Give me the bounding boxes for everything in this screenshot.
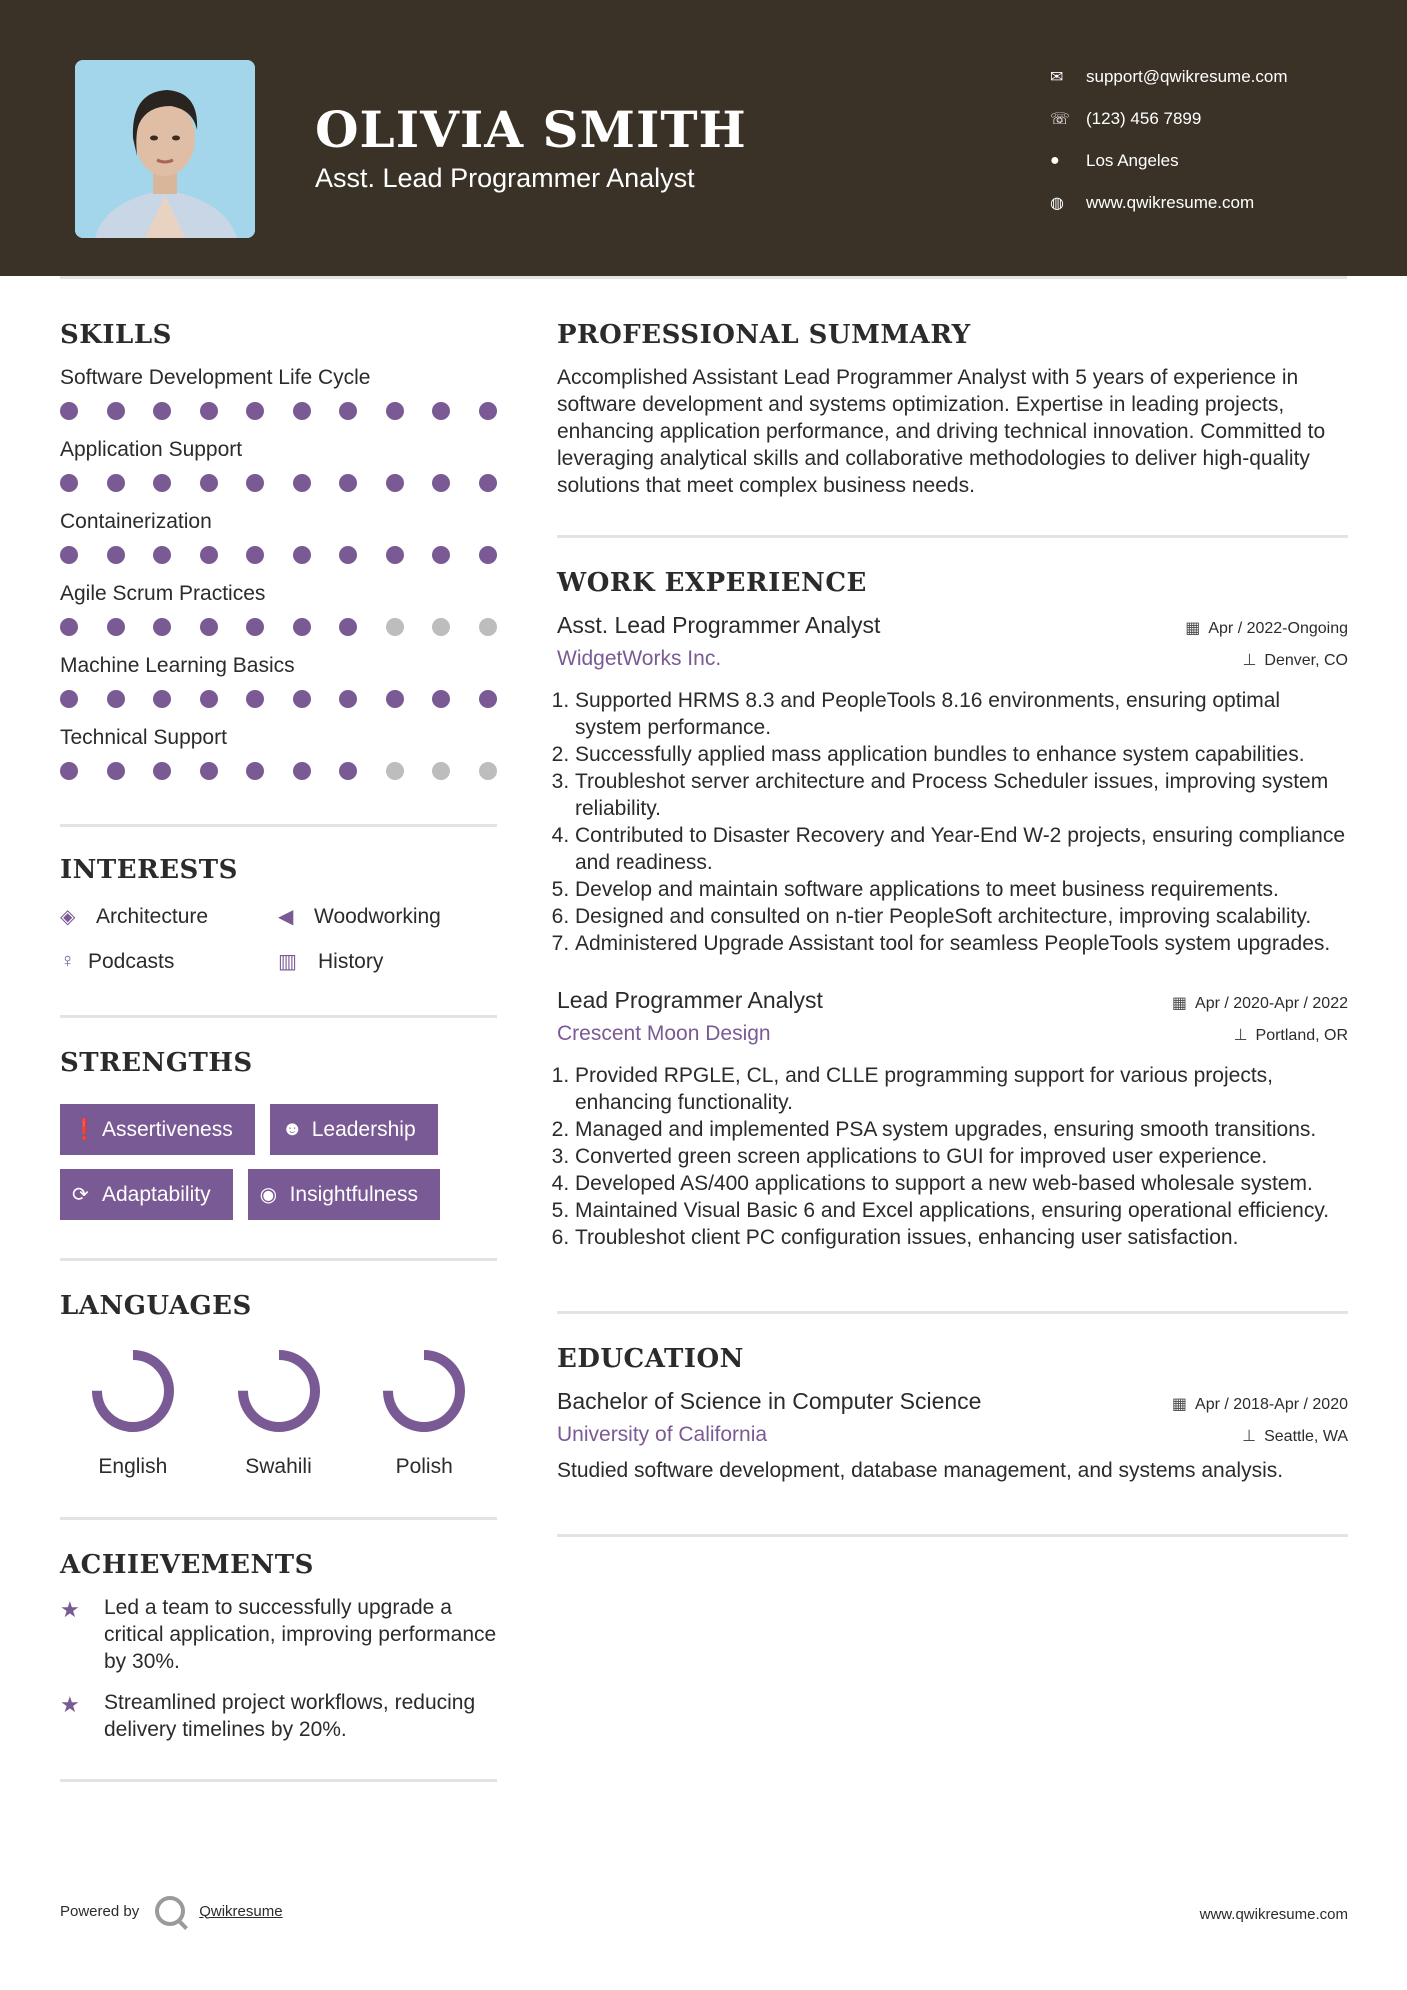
section-divider: [557, 1311, 1348, 1314]
profile-photo: [75, 60, 255, 238]
skill-rating: [60, 472, 497, 494]
rating-dot: [479, 474, 497, 492]
skill-name: Technical Support: [60, 726, 227, 749]
rating-dot: [246, 474, 264, 492]
rating-dot: [153, 690, 171, 708]
rating-dot: [200, 618, 218, 636]
job-location-text: Denver, CO: [1264, 652, 1348, 669]
rating-dot: [153, 618, 171, 636]
megaphone-icon: ◀: [278, 906, 294, 928]
rating-dot: [432, 690, 450, 708]
rating-dot: [293, 690, 311, 708]
section-divider: [60, 1779, 497, 1782]
job-bullets: [557, 1062, 1348, 1251]
job-title: Asst. Lead Programmer Analyst: [557, 612, 881, 638]
rating-dot: [339, 402, 357, 420]
calendar-icon: ▦: [1185, 620, 1201, 637]
rating-dot: [339, 762, 357, 780]
degree-title: Bachelor of Science in Computer Science: [557, 1388, 982, 1414]
left-column: [60, 320, 497, 1782]
rating-dot: [246, 762, 264, 780]
rating-dot: [293, 546, 311, 564]
calendar-icon: ▦: [1171, 1396, 1188, 1413]
interest-item: [60, 948, 278, 975]
rating-dot: [293, 762, 311, 780]
phone-icon: ☏: [1050, 111, 1071, 128]
rating-dot: [386, 690, 404, 708]
interests-title: INTERESTS: [60, 855, 238, 885]
rating-dot: [432, 618, 450, 636]
rating-dot: [60, 546, 78, 564]
rating-dot: [107, 762, 125, 780]
achievement-item: [60, 1689, 497, 1743]
interests-list: [60, 903, 497, 975]
company-name: WidgetWorks Inc.: [557, 647, 722, 670]
rating-dot: [200, 402, 218, 420]
rating-dot: [246, 402, 264, 420]
language-name: Swahili: [245, 1455, 312, 1478]
job-entry: [557, 612, 1348, 957]
pushpin-icon: ⊥: [1242, 1428, 1257, 1445]
rating-dot: [432, 762, 450, 780]
rating-dot: [386, 402, 404, 420]
rating-dot: [479, 762, 497, 780]
rating-dot: [339, 690, 357, 708]
candidate-role: Asst. Lead Programmer Analyst: [315, 163, 695, 193]
job-bullet: 5. Develop and maintain software applications to meet business requirements.: [575, 876, 1348, 903]
education-date: [1172, 1394, 1348, 1414]
rating-dot: [60, 618, 78, 636]
skill-rating: [60, 400, 497, 422]
contact-website-text: www.qwikresume.com: [1086, 193, 1255, 212]
rating-dot: [432, 402, 450, 420]
summary-text: Accomplished Assistant Lead Programmer Analyst with 5 years of experience in software development and systems optimization. Expertise in leading projects, enhancing application performance, and driving technical innovation. Committed to leveraging analytical skills and collaborative methodologies to deliver high-quality solutions that meet complex business needs.: [557, 366, 1326, 497]
interest-label: Architecture: [96, 904, 209, 928]
section-divider: [557, 535, 1348, 538]
language-item: [351, 1345, 497, 1479]
rating-dot: [432, 474, 450, 492]
calendar-icon: ▦: [1171, 995, 1188, 1012]
map-pin-icon: ●: [1050, 152, 1060, 169]
skill-rating: [60, 616, 497, 638]
job-bullet: 3. Converted green screen applications to GUI for improved user experience.: [575, 1143, 1348, 1170]
star-icon: ★: [60, 1692, 80, 1717]
language-ring: [87, 1345, 179, 1437]
skills-title: SKILLS: [60, 320, 172, 350]
job-date-text: Apr / 2020-Apr / 2022: [1195, 995, 1348, 1012]
skill-rating: [60, 760, 497, 782]
contact-phone[interactable]: [1050, 98, 1380, 140]
globe-icon: ◍: [1050, 195, 1064, 212]
education-date-text: Apr / 2018-Apr / 2020: [1195, 1396, 1348, 1413]
footer-url[interactable]: www.qwikresume.com: [1199, 1906, 1348, 1923]
skill-name: Containerization: [60, 510, 212, 533]
users-icon: ☻: [281, 1118, 303, 1140]
rating-dot: [60, 690, 78, 708]
languages-title: LANGUAGES: [60, 1291, 252, 1321]
contact-website[interactable]: [1050, 182, 1380, 224]
rating-dot: [200, 762, 218, 780]
candidate-name: OLIVIA SMITH: [315, 100, 747, 159]
job-location: [1242, 650, 1348, 670]
achievement-item: [60, 1594, 497, 1675]
skill-rating: [60, 688, 497, 710]
rating-dot: [153, 546, 171, 564]
footer-powered-by: [60, 1896, 283, 1926]
rating-dot: [60, 474, 78, 492]
language-item: [206, 1345, 352, 1479]
job-date-text: Apr / 2022-Ongoing: [1208, 620, 1348, 637]
interest-label: Podcasts: [88, 949, 175, 973]
rating-dot: [339, 618, 357, 636]
rating-dot: [107, 546, 125, 564]
rating-dot: [339, 546, 357, 564]
rating-dot: [107, 690, 125, 708]
language-name: English: [98, 1455, 168, 1478]
rating-dot: [293, 474, 311, 492]
languages-list: [60, 1345, 497, 1479]
rating-dot: [479, 618, 497, 636]
rating-dot: [107, 402, 125, 420]
summary-title: PROFESSIONAL SUMMARY: [557, 320, 971, 350]
rating-dot: [293, 402, 311, 420]
strengths-title: STRENGTHS: [60, 1048, 253, 1078]
interest-label: History: [318, 949, 384, 973]
strength-label: Adaptability: [102, 1182, 211, 1206]
job-bullet: 6. Designed and consulted on n-tier PeopleSoft architecture, improving scalability.: [575, 903, 1348, 930]
strength-label: Leadership: [311, 1117, 416, 1141]
language-level-arc: [388, 1355, 460, 1427]
education-text: Studied software development, database management, and systems analysis.: [557, 1459, 1284, 1482]
strengths-list: [60, 1104, 497, 1220]
rating-dot: [386, 474, 404, 492]
job-bullet: 3. Troubleshot server architecture and Process Scheduler issues, improving system reliability.: [575, 768, 1348, 822]
achievement-text: Streamlined project workflows, reducing delivery timelines by 20%.: [104, 1691, 476, 1741]
microphone-icon: ♀: [60, 950, 75, 972]
envelope-icon: ✉: [1050, 69, 1064, 86]
interest-item: [60, 903, 278, 930]
job-location-text: Portland, OR: [1255, 1027, 1348, 1044]
education-title: EDUCATION: [557, 1344, 744, 1374]
museum-icon: ▥: [278, 951, 297, 973]
rating-dot: [386, 618, 404, 636]
strength-tag: [270, 1104, 438, 1155]
contact-location: [1050, 140, 1380, 182]
contact-email-text: support@qwikresume.com: [1086, 67, 1288, 86]
job-title: Lead Programmer Analyst: [557, 987, 823, 1013]
language-ring: [233, 1345, 325, 1437]
interest-item: [278, 903, 496, 930]
job-bullet: 4. Developed AS/400 applications to support a new web-based wholesale system.: [575, 1170, 1348, 1197]
language-ring: [378, 1345, 470, 1437]
refresh-icon: ⟳: [72, 1184, 89, 1206]
job-date: [1172, 993, 1348, 1013]
job-bullet: 7. Administered Upgrade Assistant tool for seamless PeopleTools system upgrades.: [575, 930, 1348, 957]
education-entry: [557, 1388, 1348, 1484]
rating-dot: [107, 474, 125, 492]
job-bullet: 5. Maintained Visual Basic 6 and Excel applications, ensuring operational efficiency.: [575, 1197, 1348, 1224]
powered-by-text: Powered by: [60, 1902, 140, 1920]
rating-dot: [246, 690, 264, 708]
interest-label: Woodworking: [314, 904, 441, 928]
skill-name: Machine Learning Basics: [60, 654, 295, 677]
section-divider: [60, 824, 497, 827]
experience-title: WORK EXPERIENCE: [557, 568, 867, 598]
job-bullet: 6. Troubleshot client PC configuration issues, enhancing user satisfaction.: [575, 1224, 1348, 1251]
contact-location-text: Los Angeles: [1086, 151, 1179, 170]
rating-dot: [479, 690, 497, 708]
job-bullet: 2. Managed and implemented PSA system upgrades, ensuring smooth transitions.: [575, 1116, 1348, 1143]
exclamation-circle-icon: ❗: [72, 1119, 97, 1141]
resume-header: [0, 0, 1407, 276]
language-level-arc: [97, 1355, 169, 1427]
rating-dot: [153, 762, 171, 780]
star-icon: ★: [60, 1597, 80, 1622]
job-bullets: [557, 687, 1348, 957]
strength-tag: [248, 1169, 440, 1220]
rating-dot: [386, 546, 404, 564]
job-date: [1185, 618, 1348, 638]
rating-dot: [479, 546, 497, 564]
company-name: Crescent Moon Design: [557, 1022, 771, 1045]
rating-dot: [339, 474, 357, 492]
section-divider: [60, 1258, 497, 1261]
skill-rating: [60, 544, 497, 566]
rating-dot: [60, 762, 78, 780]
rating-dot: [200, 546, 218, 564]
strength-tag: [60, 1104, 255, 1155]
education-location-text: Seattle, WA: [1264, 1428, 1348, 1445]
skill-name: Agile Scrum Practices: [60, 582, 266, 605]
eye-icon: ◉: [259, 1184, 278, 1206]
section-divider: [60, 1015, 497, 1018]
achievements-title: ACHIEVEMENTS: [60, 1550, 314, 1580]
rating-dot: [246, 618, 264, 636]
strength-label: Assertiveness: [102, 1117, 233, 1141]
interest-item: [278, 948, 496, 975]
job-bullet: 1. Provided RPGLE, CL, and CLLE programming support for various projects, enhancing functionality.: [575, 1062, 1348, 1116]
job-entry: [557, 987, 1348, 1251]
strength-label: Insightfulness: [289, 1182, 418, 1206]
language-level-arc: [243, 1355, 315, 1427]
rating-dot: [153, 474, 171, 492]
contact-phone-text: (123) 456 7899: [1086, 109, 1202, 128]
rating-dot: [293, 618, 311, 636]
rating-dot: [432, 546, 450, 564]
skills-list: [60, 366, 497, 782]
rating-dot: [200, 690, 218, 708]
rating-dot: [153, 402, 171, 420]
skill-name: Software Development Life Cycle: [60, 366, 371, 389]
qwikresume-logo-icon: [155, 1896, 185, 1926]
rating-dot: [479, 402, 497, 420]
pushpin-icon: ⊥: [1233, 1027, 1248, 1044]
education-location: [1242, 1426, 1348, 1446]
contact-list: [1050, 56, 1380, 224]
job-bullet: 2. Successfully applied mass application bundles to enhance system capabilities.: [575, 741, 1348, 768]
rating-dot: [107, 618, 125, 636]
tag-icon: ◈: [60, 906, 76, 928]
rating-dot: [60, 402, 78, 420]
rating-dot: [386, 762, 404, 780]
language-name: Polish: [395, 1455, 453, 1478]
job-bullet: 1. Supported HRMS 8.3 and PeopleTools 8.16 environments, ensuring optimal system performance.: [575, 687, 1348, 741]
achievement-text: Led a team to successfully upgrade a critical application, improving performance by 30%.: [104, 1596, 497, 1673]
school-name: University of California: [557, 1423, 768, 1446]
section-divider: [60, 1517, 497, 1520]
section-divider: [557, 1534, 1348, 1537]
qwikresume-link[interactable]: Qwikresume: [199, 1902, 283, 1920]
job-location: [1234, 1025, 1348, 1045]
language-item: [60, 1345, 206, 1479]
strength-tag: [60, 1169, 233, 1220]
right-column: [557, 320, 1348, 1537]
rating-dot: [246, 546, 264, 564]
contact-email[interactable]: [1050, 56, 1380, 98]
job-bullet: 4. Contributed to Disaster Recovery and Year-End W-2 projects, ensuring compliance and readiness.: [575, 822, 1348, 876]
pushpin-icon: ⊥: [1242, 652, 1257, 669]
skill-name: Application Support: [60, 438, 243, 461]
header-divider: [60, 276, 1347, 279]
rating-dot: [200, 474, 218, 492]
